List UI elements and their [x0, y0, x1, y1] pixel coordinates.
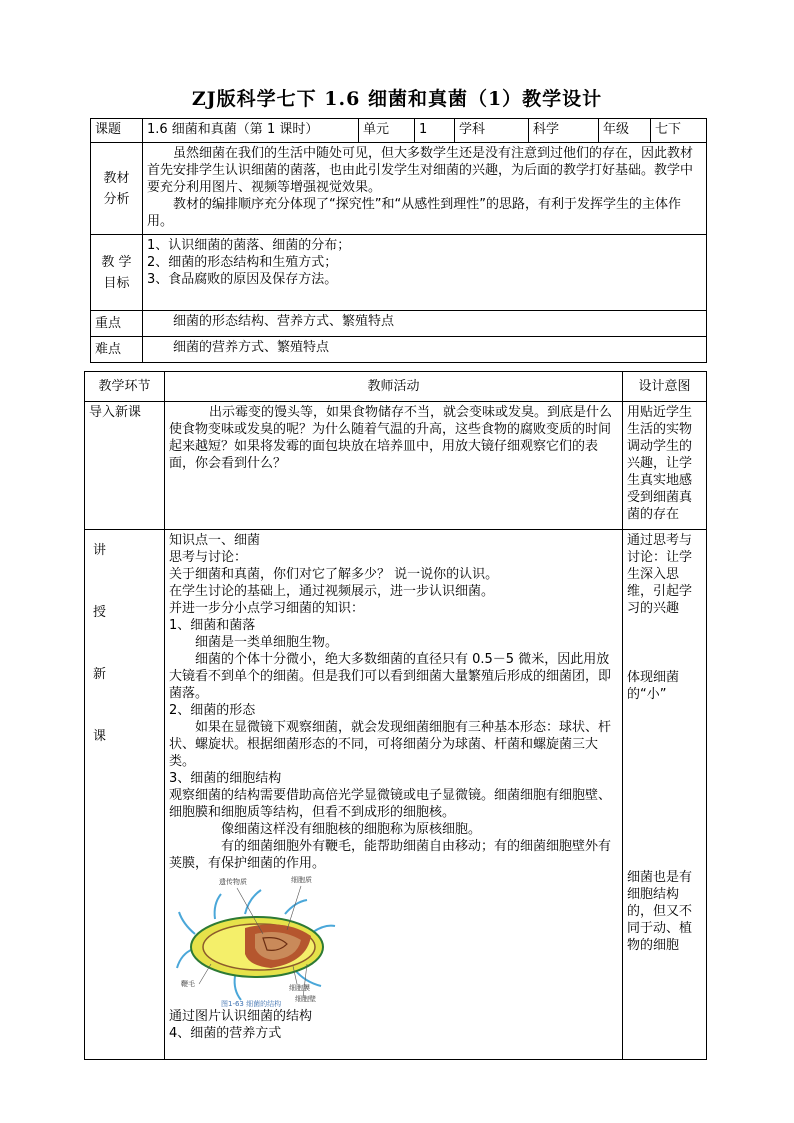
- intent-text: 体现细菌的“小”: [627, 670, 680, 702]
- lecture-line: 细菌的个体十分微小，绝大多数细菌的直径只有 0.5－5 微米，因此用放大镜看不到单个的细菌。但是我们可以看到细菌大量繁殖后形成的细菌团，即菌落。: [169, 652, 612, 701]
- lecture-line: 细菌是一类单细胞生物。: [195, 635, 339, 650]
- goal-item: 3、食品腐败的原因及保存方法。: [147, 272, 338, 287]
- intent-text: 细菌也是有细胞结构的，但又不同于动、植物的细胞: [627, 870, 693, 953]
- subject-value: 科学: [529, 119, 599, 143]
- lecture-line: 并进一步分小点学习细菌的知识：: [169, 601, 365, 616]
- difficult-content: 细菌的营养方式、繁殖特点: [143, 337, 707, 363]
- intro-text: 出示霉变的馒头等，如果食物储存不当，就会变味或发臭。到底是什么使食物变味或发臭的呢？为什么随着气温的升高，这些食物的腐败变质的时间起来越短？如果将发霉的面包块放在培养皿中，用放大镜仔细观察它们的表面，你会看到什么？: [169, 405, 613, 471]
- grade-label: 年级: [599, 119, 651, 143]
- lecture-line: 知识点一、细菌: [169, 533, 261, 548]
- key-label: 重点: [91, 311, 143, 337]
- lecture-line: 2、细菌的形态: [169, 703, 256, 718]
- lecture-line: 关于细菌和真菌，你们对它了解多少？ 说一说你的认识。: [169, 567, 499, 582]
- intro-stage: 导入新课: [85, 402, 165, 530]
- lecture-line: 1、细菌和菌落: [169, 618, 256, 633]
- topic-label: 课题: [91, 119, 143, 143]
- bacteria-structure-figure: [175, 874, 345, 1008]
- key-content: 细菌的形态结构、营养方式、繁殖特点: [143, 311, 707, 337]
- lecture-line: 观察细菌的结构需要借助高倍光学显微镜或电子显微镜。细菌细胞有细胞壁、细胞膜和细胞质等结构，但看不到成形的细胞核。: [169, 788, 612, 820]
- subject-label: 学科: [455, 119, 529, 143]
- lecture-stage-char: 授: [93, 605, 107, 620]
- intro-intent: 用贴近学生生活的实物调动学生的兴趣，让学生真实地感受到细菌真菌的存在: [623, 402, 707, 530]
- difficult-label: 难点: [91, 337, 143, 363]
- analysis-label: [91, 143, 143, 235]
- document-title: ZJ版科学七下 1.6 细菌和真菌（1）教学设计: [191, 88, 603, 110]
- goal-item: 1、认识细菌的菌落、细菌的分布；: [147, 238, 351, 253]
- figure-caption: 图1-63 细菌的结构: [221, 1000, 282, 1008]
- intro-content: [165, 402, 623, 530]
- lesson-info-table: [90, 118, 707, 363]
- intent-text: 通过思考与讨论：让学生深入思维，引起学习的兴趣: [627, 533, 693, 616]
- goals-label-2: 目标: [103, 275, 130, 291]
- lecture-line: 4、细菌的营养方式: [169, 1026, 282, 1041]
- header-teacher: 教师活动: [165, 372, 623, 402]
- lecture-line: 3、细菌的细胞结构: [169, 771, 282, 786]
- topic-value: 1.6 细菌和真菌（第 1 课时）: [143, 119, 359, 143]
- figure-label-cytoplasm: 细胞质: [291, 876, 312, 884]
- header-stage: 教学环节: [85, 372, 165, 402]
- figure-label-membrane: 细胞膜: [289, 984, 310, 992]
- lecture-line: 思考与讨论：: [169, 550, 248, 565]
- grade-value: 七下: [651, 119, 707, 143]
- lecture-stage: [85, 530, 165, 1060]
- lecture-line: 有的细菌细胞外有鞭毛，能帮助细菌自由移动；有的细菌细胞壁外有荚膜，有保护细菌的作用。: [169, 839, 612, 871]
- analysis-paragraph: 虽然细菌在我们的生活中随处可见，但大多数学生还是没有注意到过他们的存在，因此教材首先安排学生认识细菌的菌落，也由此引发学生对细菌的兴趣，为后面的教学打好基础。教学中要充分利用图片、视频等增强视觉效果。: [147, 146, 694, 195]
- lecture-stage-char: 讲: [93, 543, 107, 558]
- analysis-label-2: 分析: [103, 191, 130, 207]
- goal-item: 2、细菌的形态结构和生殖方式；: [147, 255, 338, 270]
- goals-label: [91, 235, 143, 311]
- lecture-line: 在学生讨论的基础上，通过视频展示，进一步认识细菌。: [169, 584, 495, 599]
- analysis-paragraph: 教材的编排顺序充分体现了“探究性”和“从感性到理性”的思路，有利于发挥学生的主体作用。: [147, 197, 681, 229]
- lecture-content: [165, 530, 623, 1060]
- goals-content: [143, 235, 707, 311]
- figure-label-flagellum: 鞭毛: [181, 980, 195, 988]
- lecture-line: 通过图片认识细菌的结构: [169, 1009, 313, 1024]
- unit-value: 1: [415, 119, 455, 143]
- header-intent: 设计意图: [623, 372, 707, 402]
- lecture-stage-char: 课: [93, 729, 107, 744]
- lecture-intent: [623, 530, 707, 1060]
- figure-label-genetic: 遗传物质: [219, 878, 247, 886]
- goals-label-1: 教 学: [101, 254, 132, 270]
- teaching-process-table: [84, 371, 707, 1060]
- analysis-content: [143, 143, 707, 235]
- analysis-label-1: 教材: [103, 170, 130, 186]
- lecture-stage-char: 新: [93, 667, 107, 682]
- figure-label-wall: 细胞壁: [295, 995, 316, 1003]
- lecture-line: 如果在显微镜下观察细菌，就会发现细菌细胞有三种基本形态：球状、杆状、螺旋状。根据细菌形态的不同，可将细菌分为球菌、杆菌和螺旋菌三大类。: [169, 720, 612, 769]
- lecture-line: 像细菌这样没有细胞核的细胞称为原核细胞。: [221, 822, 482, 837]
- unit-label: 单元: [359, 119, 415, 143]
